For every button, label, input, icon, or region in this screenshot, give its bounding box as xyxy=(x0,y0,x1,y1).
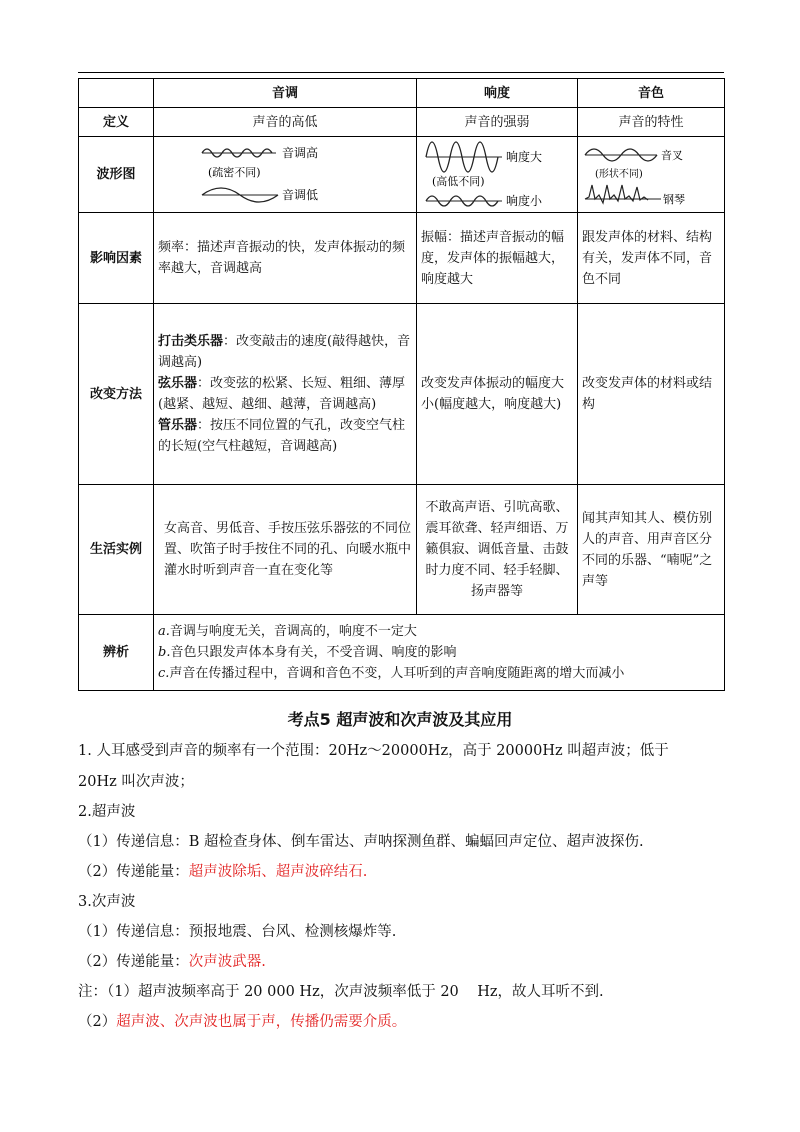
factors-pitch: 频率：描述声音振动的快，发声体振动的频率越大，音调越高 xyxy=(154,213,417,304)
paragraph-1-line-2: 20Hz 叫次声波； xyxy=(78,774,194,790)
examples-row xyxy=(79,485,725,615)
analysis-text-c: 声音在传播过程中，音调和音色不变，人耳听到的声音响度随距离的增大而减小 xyxy=(169,666,625,681)
analysis-mark-b: b. xyxy=(158,645,171,660)
note-2-label: （2） xyxy=(78,1014,117,1030)
ultrasound-info: （1）传递信息：B 超检查身体、倒车雷达、声呐探测鱼群、蝙蝠回声定位、超声波探伤. xyxy=(78,834,644,850)
analysis-item-b xyxy=(158,642,720,663)
ultrasound-energy-label: （2）传递能量： xyxy=(78,864,189,880)
ultrasound-energy xyxy=(78,862,724,882)
loudness-low-label: 响度小 xyxy=(506,193,543,208)
waveform-row xyxy=(79,137,725,213)
factors-row xyxy=(79,213,725,304)
header-loudness: 响度 xyxy=(417,79,578,108)
timbre-waveform-figure xyxy=(581,139,721,211)
header-pitch: 音调 xyxy=(154,79,417,108)
percussion-method xyxy=(158,331,412,373)
analysis-row xyxy=(79,615,725,691)
factors-timbre: 跟发声体的材料、结构有关，发声体不同，音色不同 xyxy=(578,213,725,304)
pitch-low-label: 音调低 xyxy=(282,187,319,202)
examples-pitch: 女高音、男低音、手按压弦乐器弦的不同位置、吹笛子时手按住不同的孔、向暖水瓶中灌水时听到声音一直在变化等 xyxy=(154,485,417,615)
examples-label: 生活实例 xyxy=(79,485,154,615)
infrasound-info: （1）传递信息：预报地震、台风、检测核爆炸等. xyxy=(78,924,397,940)
pitch-high-label: 音调高 xyxy=(282,145,319,160)
section-title: 考点5 超声波和次声波及其应用 xyxy=(287,710,513,729)
table-header-row xyxy=(79,79,725,108)
paragraph-1-line-1: 1. 人耳感受到声音的频率有一个范围：20Hz～20000Hz，高于 20000Hz 叫超声波；低于 xyxy=(78,743,669,759)
pitch-mid-label: (疏密不同) xyxy=(208,165,261,179)
timbre-mid-label: (形状不同) xyxy=(595,168,643,180)
timbre-top-label: 音叉 xyxy=(661,148,683,162)
analysis-label: 辨析 xyxy=(79,615,154,691)
loudness-waveform-figure xyxy=(422,139,572,211)
factors-label: 影响因素 xyxy=(79,213,154,304)
analysis-mark-a: a. xyxy=(158,624,170,639)
definition-pitch: 声音的高低 xyxy=(154,108,417,137)
note-1: 注：（1）超声波频率高于 20 000 Hz，次声波频率低于 20 Hz，故人耳听不到. xyxy=(78,984,604,1000)
loudness-high-label: 响度大 xyxy=(506,149,543,164)
timbre-bottom-label: 钢琴 xyxy=(663,192,685,206)
analysis-text-a: 音调与响度无关，音调高的，响度不一定大 xyxy=(169,624,417,639)
definition-loudness: 声音的强弱 xyxy=(417,108,578,137)
examples-loudness: 不敢高声语、引吭高歌、震耳欲聋、轻声细语、万籁俱寂、调低音量、击鼓时力度不同、轻手轻脚、扬声器等 xyxy=(417,485,578,615)
analysis-mark-c: c. xyxy=(158,666,170,681)
infrasound-energy-label: （2）传递能量： xyxy=(78,954,189,970)
percussion-text: ：改变敲击的速度(敲得越快，音调越高) xyxy=(158,334,411,370)
string-method xyxy=(158,373,412,415)
waveform-timbre-cell xyxy=(578,137,725,213)
string-text: ：改变弦的松紧、长短、粗细、薄厚(越紧、越短、越细、越薄，音调越高) xyxy=(158,376,406,412)
infrasound-heading: 3.次声波 xyxy=(78,894,136,910)
ultrasound-energy-highlight: 超声波除垢、超声波碎结石. xyxy=(188,864,368,880)
analysis-item-c xyxy=(158,663,720,684)
infrasound-energy-highlight: 次声波武器. xyxy=(188,954,266,970)
note-2 xyxy=(78,1012,724,1032)
definition-row xyxy=(79,108,725,137)
wind-text: ：按压不同位置的气孔，改变空气柱的长短(空气柱越短，音调越高) xyxy=(158,418,406,454)
methods-row xyxy=(79,304,725,485)
loudness-mid-label: (高低不同) xyxy=(432,174,485,188)
waveform-loudness-cell xyxy=(417,137,578,213)
methods-loudness: 改变发声体振动的幅度大小(幅度越大，响度越大) xyxy=(417,304,578,485)
wind-label: 管乐器 xyxy=(158,418,198,433)
methods-pitch xyxy=(154,304,417,485)
percussion-label: 打击类乐器 xyxy=(158,334,224,349)
analysis-text-b: 音色只跟发声体本身有关，不受音调、响度的影响 xyxy=(170,645,457,660)
piano-wave xyxy=(585,185,648,203)
note-2-highlight: 超声波、次声波也属于声，传播仍需要介质。 xyxy=(116,1014,407,1030)
methods-label: 改变方法 xyxy=(79,304,154,485)
top-rule xyxy=(78,72,724,73)
waveform-pitch-cell xyxy=(154,137,417,213)
analysis-item-a xyxy=(158,621,720,642)
infrasound-energy xyxy=(78,952,724,972)
methods-timbre: 改变发声体的材料或结构 xyxy=(578,304,725,485)
waveform-label: 波形图 xyxy=(79,137,154,213)
header-empty xyxy=(79,79,154,108)
definition-label: 定义 xyxy=(79,108,154,137)
sound-characteristics-table xyxy=(78,78,725,691)
definition-timbre: 声音的特性 xyxy=(578,108,725,137)
wind-method xyxy=(158,415,412,457)
ultrasound-heading: 2.超声波 xyxy=(78,804,136,820)
factors-loudness: 振幅：描述声音振动的幅度，发声体的振幅越大， 响度越大 xyxy=(417,213,578,304)
string-label: 弦乐器 xyxy=(158,376,198,391)
header-timbre: 音色 xyxy=(578,79,725,108)
pitch-waveform-figure xyxy=(200,140,370,210)
examples-timbre: 闻其声知其人、模仿别人的声音、用声音区分不同的乐器、“喃呢”之声等 xyxy=(578,485,725,615)
analysis-content xyxy=(154,615,725,691)
